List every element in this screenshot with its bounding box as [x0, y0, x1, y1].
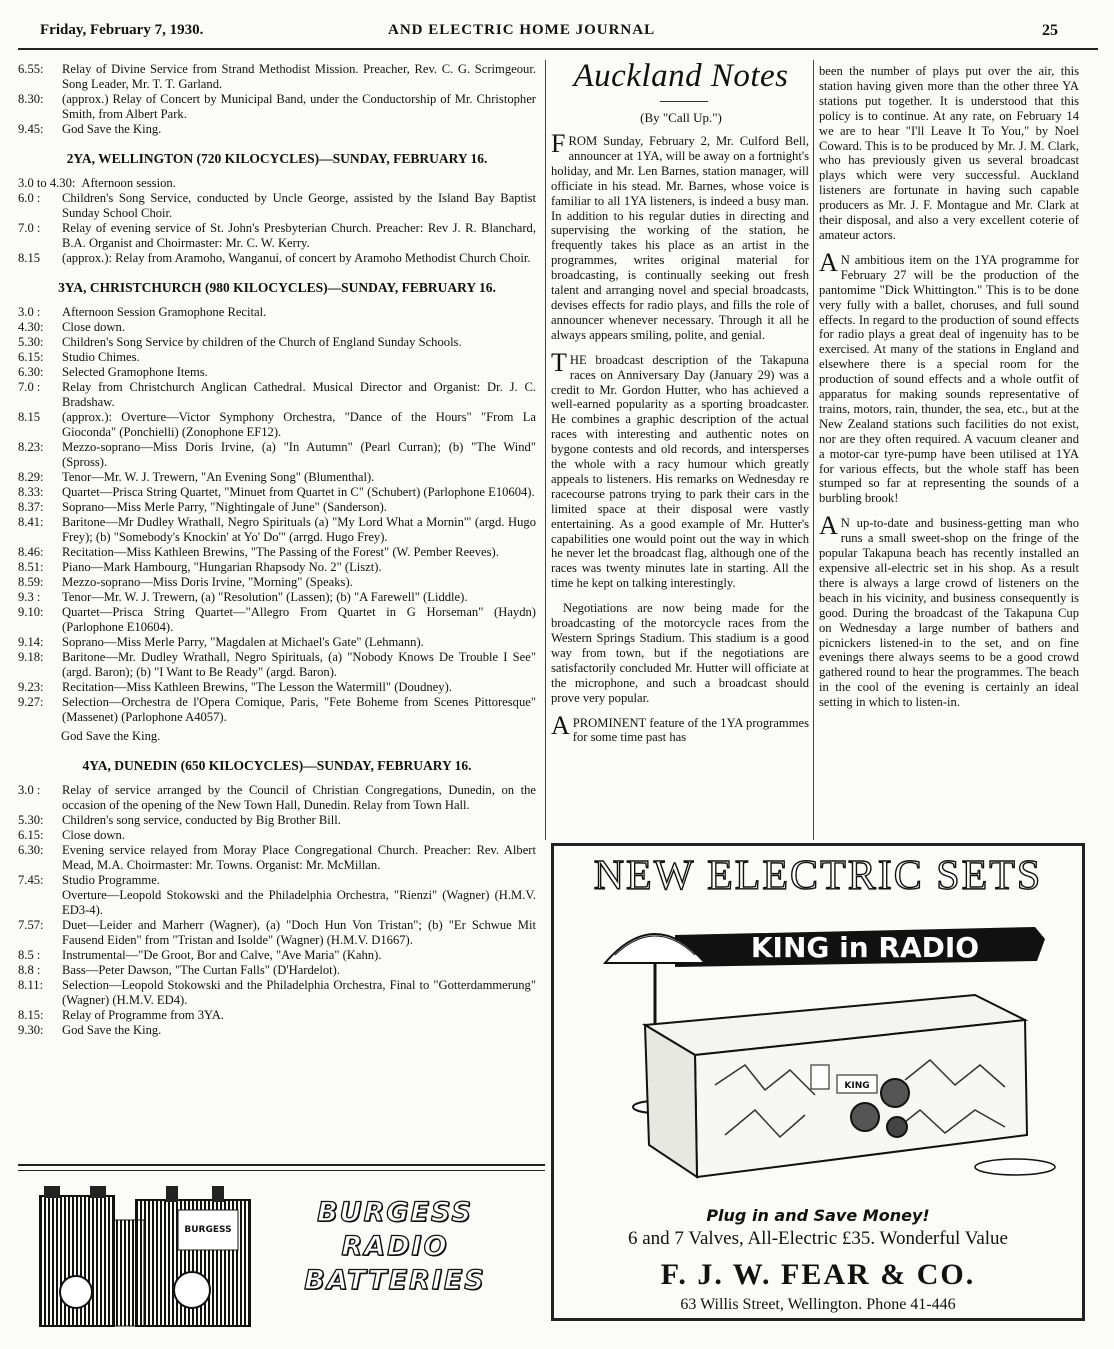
programme-item [18, 873, 536, 888]
programme-description: Close down. [62, 320, 125, 334]
programme-time: 6.30: [18, 843, 44, 857]
programme-description: Afternoon session. [81, 176, 176, 190]
programme-time: 6.0 : [18, 191, 41, 205]
programme-item [18, 813, 536, 828]
programme-time: 8.33: [18, 485, 44, 499]
programme-description: Quartet—Prisca String Quartet, "Minuet from Quartet in C" (Schubert) (Parlophone E10604). [62, 485, 535, 499]
burgess-batteries-illustration [36, 1180, 256, 1330]
programme-description: Afternoon Session Gramophone Recital. [62, 305, 267, 319]
notes-paragraph [551, 710, 809, 746]
programme-time: 8.30: [18, 92, 44, 106]
burgess-line-3: BATTERIES [304, 1265, 486, 1296]
programme-time: 8.29: [18, 470, 44, 484]
programme-item [18, 1008, 536, 1023]
programme-time: 7.57: [18, 918, 44, 932]
programme-description: Close down. [62, 828, 125, 842]
programme-description: Quartet—Prisca String Quartet—"Allegro From Quartet in G Horseman" (Haydn) (Parlophone E10604). [62, 605, 536, 634]
programme-description: Mezzo-soprano—Miss Doris Irvine, (a) "In Autumn" (Pearl Curran); (b) "The Wind" (Spross). [62, 440, 536, 469]
programme-time: 8.15 [18, 410, 41, 424]
programme-item [18, 575, 536, 590]
programme-time: 8.23: [18, 440, 44, 454]
ad-company-name: F. J. W. FEAR & CO. [660, 1258, 976, 1291]
programme-time: 5.30: [18, 813, 44, 827]
programme-description: Tenor—Mr. W. J. Trewern, "An Evening Song" (Blumenthal). [62, 470, 375, 484]
wellington-programme [18, 176, 536, 266]
programme-time: 7.45: [18, 873, 44, 887]
radio-cabinet [645, 995, 1027, 1177]
programme-description: Baritone—Mr. Dudley Wrathall, Negro Spirituals, (a) "Nobody Knows De Trouble I See" (argd. Baron); (b) "I Want to Be Ready" (argd. Baron). [62, 650, 536, 679]
programme-item [18, 470, 536, 485]
programme-description: Baritone—Mr Dudley Wrathall, Negro Spirituals (a) "My Lord What a Mornin'" (argd. Hugo Frey); (b) "Somebody's Knockin' at Yo' Do'" (arrgd. Hugo Frey). [62, 515, 536, 544]
programme-description: Relay of service arranged by the Council of Christian Congregations, Dunedin, on the occasion of the opening of the New Town Hall, Dunedin. Relay from Town Hall. [62, 783, 536, 812]
programme-description: Duet—Leider and Marherr (Wagner), (a) "Doch Hun Von Tristan"; (b) "Er Schwue Mit Fausend Eiden" from "Tristan and Isolde" (Wagner) (H.M.V. D1667). [62, 918, 536, 947]
programme-item [18, 320, 536, 335]
notes-paragraph [819, 247, 1079, 506]
programme-description: Overture—Leopold Stokowski and the Philadelphia Orchestra, "Rienzi" (Wagner) (H.M.V. ED3-4). [62, 888, 536, 917]
programme-item [18, 783, 536, 813]
programme-time: 3.0 to 4.30: [18, 176, 76, 190]
programme-time: 9.30: [18, 1023, 44, 1037]
programme-description: Relay from Christchurch Anglican Cathedral. Musical Director and Organist: Dr. J. C. Bradshaw. [62, 380, 536, 409]
programme-item [18, 410, 536, 440]
programme-description: God Save the King. [62, 1023, 162, 1037]
programme-description: Relay of Programme from 3YA. [62, 1008, 224, 1022]
programme-time: 3.0 : [18, 783, 41, 797]
battery-label: BURGESS [184, 1225, 232, 1235]
king-radio-illustration [575, 905, 1065, 1195]
auckland-notes-column-1 [551, 129, 809, 755]
programme-item [18, 62, 536, 92]
programme-time: 9.10: [18, 605, 44, 619]
programme-item [18, 251, 536, 266]
burgess-line-2: RADIO [341, 1231, 449, 1262]
programme-time: 8.15 [18, 251, 41, 265]
ad-address: 63 Willis Street, Wellington. Phone 41-446 [680, 1296, 956, 1313]
notes-text: HE broadcast description of the Takapuna races on Anniversary Day (January 29) was a credit to Mr. Gordon Hutter, who has achieved a well-earned popularity as a sporting broadcaster. He combines a graphic description of the actual races with interesting and authentic notes on bygone contests and old records, and intersperses the whole with a racy humour which greatly appeals to listeners. His remarks on Wednesday re racecourse patrons trying to park their cars in the limited space at their disposal were vastly entertaining. As a good example of Mr. Hutter's capabilities one would point out the way in which he never let the broadcast flag, although one of the races was twenty minutes late in starting. All the time he kept on talking interestingly. [551, 352, 809, 591]
programme-description: Relay of Divine Service from Strand Methodist Mission. Preacher, Rev. C. G. Scrimgeour. Song Leader, Mr. T. T. Garland. [62, 62, 536, 91]
programme-description: Soprano—Miss Merle Parry, "Nightingale of June" (Sanderson). [62, 500, 387, 514]
notes-text: ROM Sunday, February 2, Mr. Culford Bell, announcer at 1YA, will be away on a fortnight's holiday, and Mr. Len Barnes, station manager, will officiate in his stead. Mr. Barnes, whose voice is familiar to all 1YA listeners, is indeed a busy man. In addition to his regular duties in directing and supervising the working of the station, he frequently takes his place as an artist in the programmes, writes original material for broadcasting, is continually seeking out fresh talent and arranging novel and special broadcasts, devises effects for radio plays, and fills the role of announcer whenever necessary. Through it all he always appears smiling, polite, and genial. [551, 134, 809, 342]
programme-item [18, 335, 536, 350]
notes-paragraph [819, 511, 1079, 710]
programme-time: 9.18: [18, 650, 44, 664]
programme-item [18, 365, 536, 380]
drop-cap: A [819, 247, 838, 277]
notes-text: Negotiations are now being made for the broadcasting of the motorcycle races from the Western Springs Stadium. This stadium is a good way from town, but if the negotiations are satisfactorily concluded Mr. Hutter will officiate at the microphone, and such a broadcast should prove very popular. [551, 601, 809, 705]
christchurch-title: 3YA, CHRISTCHURCH (980 KILOCYCLES)—SUNDAY, FEBRUARY 16. [58, 280, 496, 295]
section-rule [18, 1164, 545, 1171]
programme-time: 7.0 : [18, 380, 41, 394]
programme-item [18, 176, 536, 191]
ad-tagline: Plug in and Save Money! [706, 1206, 930, 1225]
programme-time: 6.15: [18, 350, 44, 364]
notes-text: been the number of plays put over the air, this station having given more than the other three YA stations put together. It is understood that this policy is to continue. At any rate, on February 14 we are to hear "I'll Leave It To You," by Noel Coward. This is to be produced by Mr. J. M. Clark, who has previously given us several broadcast plays which were very successful. Auckland listeners are fortunate in having such capable producers as Mr. J. F. Montague and Mr. Clark at their disposal, and also a very excellent coterie of amateur actors. [819, 64, 1079, 242]
programme-item [18, 635, 536, 650]
drop-cap: A [551, 710, 570, 740]
programme-item [18, 500, 536, 515]
notes-text: N up-to-date and business-getting man who runs a small sweet-shop on the fringe of the popular Takapuna beach has recently installed an expensive all-electric set in his shop. As a result there is always a large crowd of listeners on the beach in his vicinity, and business consequently is good. During the broadcast of the Takapuna Cup on Wednesday a large number of bathers and picnickers listened-in to the set, and on fine evenings there always seems to be a good crowd gathered round to hear the programmes. The beach in the cool of the evening is certainly an ideal setting in which to listen-in. [819, 516, 1079, 710]
radio-badge: KING [844, 1081, 870, 1091]
programme-time: 8.41: [18, 515, 44, 529]
column-divider-2 [813, 60, 814, 840]
column-divider [545, 60, 546, 840]
banner-text: KING in RADIO [750, 931, 980, 964]
programme-item [18, 485, 536, 500]
programme-description: Studio Chimes. [62, 350, 140, 364]
programme-column [18, 62, 536, 1042]
programme-description: Selection—Leopold Stokowski and the Philadelphia Orchestra, Final to "Gotterdammerung" (Wagner) (H.M.V. ED4). [62, 978, 536, 1007]
programme-time: 8.46: [18, 545, 44, 559]
ad-headline: NEW ELECTRIC SETS [593, 853, 1043, 899]
programme-time: 7.0 : [18, 221, 41, 235]
notes-paragraph [551, 601, 809, 705]
programme-item [18, 92, 536, 122]
auckland-notes-title: Auckland Notes [573, 58, 789, 94]
programme-description: (approx.) Relay of Concert by Municipal Band, under the Conductorship of Mr. Christopher Smith, from Albert Park. [62, 92, 536, 121]
programme-item [18, 695, 536, 725]
programme-description: Children's Song Service by children of the Church of England Sunday Schools. [62, 335, 462, 349]
programme-time: 8.8 : [18, 963, 41, 977]
programme-time: 5.30: [18, 335, 44, 349]
programme-item [18, 605, 536, 635]
programme-time: 6.30: [18, 365, 44, 379]
header-date: Friday, February 7, 1930. [40, 22, 204, 38]
programme-description: God Save the King. [62, 122, 162, 136]
header-rule [18, 48, 1098, 50]
programme-time: 8.15: [18, 1008, 44, 1022]
ad-details: 6 and 7 Valves, All-Electric £35. Wonderful Value [628, 1228, 1008, 1249]
programme-time: 6.15: [18, 828, 44, 842]
title-rule [660, 101, 708, 102]
programme-item [18, 948, 536, 963]
programme-item [18, 515, 536, 545]
programme-time: 9.45: [18, 122, 44, 136]
programme-item [18, 828, 536, 843]
programme-time: 8.59: [18, 575, 44, 589]
programme-description: Soprano—Miss Merle Parry, "Magdalen at Michael's Gate" (Lehmann). [62, 635, 424, 649]
programme-time: 9.27: [18, 695, 44, 709]
notes-paragraph [819, 64, 1079, 243]
programme-description: Instrumental—"De Groot, Bor and Calve, "Ave Maria" (Kahn). [62, 948, 382, 962]
programme-description: Piano—Mark Hambourg, "Hungarian Rhapsody No. 2" (Liszt). [62, 560, 382, 574]
burgess-ad-text [270, 1196, 520, 1298]
programme-description: Children's song service, conducted by Big Brother Bill. [62, 813, 341, 827]
programme-item [18, 978, 536, 1008]
programme-description: (approx.): Overture—Victor Symphony Orchestra, "Dance of the Hours" "From La Gioconda" (Ponchielli) (Zonophone EF12). [62, 410, 536, 439]
programme-description: Selection—Orchestra de l'Opera Comique, Paris, "Fete Boheme from Scenes Pittoresque" (Massenet) (Parlophone A4057). [62, 695, 536, 724]
burgess-line-1: BURGESS [317, 1197, 473, 1228]
programme-item [18, 380, 536, 410]
christchurch-closing: God Save the King. [61, 729, 161, 743]
programme-time: 9.14: [18, 635, 44, 649]
programme-description: (approx.): Relay from Aramoho, Wanganui, of concert by Aramoho Methodist Church Choir. [62, 251, 531, 265]
programme-item [18, 963, 536, 978]
programme-item [18, 560, 536, 575]
programme-item [18, 305, 536, 320]
programme-item [18, 545, 536, 560]
programme-item [18, 680, 536, 695]
programme-item [18, 918, 536, 948]
programme-description: Recitation—Miss Kathleen Brewins, "The Passing of the Forest" (W. Pember Reeves). [62, 545, 499, 559]
programme-item [18, 888, 536, 918]
dunedin-programme [18, 783, 536, 1038]
programme-item [18, 122, 536, 137]
programme-description: Selected Gramophone Items. [62, 365, 208, 379]
programme-description: Evening service relayed from Moray Place Congregational Church. Preacher: Rev. Albert Mead, M.A. Choirmaster: Mr. Towns. Organist: Mr. McMillan. [62, 843, 536, 872]
drop-cap: A [819, 511, 838, 541]
programme-description: Bass—Peter Dawson, "The Curtan Falls" (D'Hardelot). [62, 963, 341, 977]
programme-item [18, 191, 536, 221]
page-number: 25 [1042, 22, 1058, 39]
wellington-title: 2YA, WELLINGTON (720 KILOCYCLES)—SUNDAY, FEBRUARY 16. [66, 151, 488, 166]
drop-cap: T [551, 347, 567, 377]
programme-description: Relay of evening service of St. John's Presbyterian Church. Preacher: Rev J. R. Blanchard, B.A. Organist and Choirmaster: Mr. C. W. Kerry. [62, 221, 536, 250]
programme-time: 8.5 : [18, 948, 41, 962]
programme-top [18, 62, 536, 137]
programme-item [18, 440, 536, 470]
drop-cap: F [551, 129, 566, 158]
christchurch-programme [18, 305, 536, 725]
auckland-notes-column-2 [819, 64, 1079, 720]
programme-time: 3.0 : [18, 305, 41, 319]
programme-description: Children's Song Service, conducted by Uncle George, assisted by the Island Bay Baptist Sunday School Choir. [62, 191, 536, 220]
programme-time: 4.30: [18, 320, 44, 334]
header-journal-title: AND ELECTRIC HOME JOURNAL [388, 22, 656, 38]
programme-time [18, 888, 60, 918]
programme-item [18, 350, 536, 365]
programme-description: Tenor—Mr. W. J. Trewern, (a) "Resolution" (Lassen); (b) "A Farewell" (Liddle). [62, 590, 468, 604]
programme-time: 6.55: [18, 62, 44, 76]
programme-description: Mezzo-soprano—Miss Doris Irvine, "Morning" (Speaks). [62, 575, 353, 589]
auckland-notes-byline: (By "Call Up.") [640, 110, 722, 125]
programme-description: Studio Programme. [62, 873, 160, 887]
dunedin-title: 4YA, DUNEDIN (650 KILOCYCLES)—SUNDAY, FEBRUARY 16. [82, 758, 472, 773]
programme-time: 8.51: [18, 560, 44, 574]
notes-text: PROMINENT feature of the 1YA programmes for some time past has [572, 715, 809, 745]
notes-text: N ambitious item on the 1YA programme for February 27 will be the production of the pantomime "Dick Whittington." This is to be done very fully with a ballet, choruses, and full sound effects. In regard to the production of sound effects for radio plays a great deal of ingenuity has to be exercised. At many of the stations in England and elsewhere there is a special room for the production of sound effects and a whole outfit of apparatus for making sounds representative of trains, motors, rain, thunder, the sea, etc., but at the New Zealand stations such facilities do not exist, nor are they often required. A vacuum cleaner and a motor-car tyre-pump have been utilised at 1YA for various effects, but the whole staff has been stumped so far at representing the sounds of a burbling brook! [819, 252, 1079, 506]
programme-time: 8.37: [18, 500, 44, 514]
programme-item [18, 221, 536, 251]
programme-time: 9.23: [18, 680, 44, 694]
programme-item [18, 843, 536, 873]
notes-paragraph [551, 129, 809, 343]
king-banner [675, 927, 1045, 967]
programme-time: 8.11: [18, 978, 44, 992]
programme-description: Recitation—Miss Kathleen Brewins, "The Lesson the Watermill" (Doudney). [62, 680, 452, 694]
programme-item [18, 590, 536, 605]
notes-paragraph [551, 347, 809, 592]
programme-time: 9.3 : [18, 590, 41, 604]
programme-item [18, 1023, 536, 1038]
programme-item [18, 650, 536, 680]
